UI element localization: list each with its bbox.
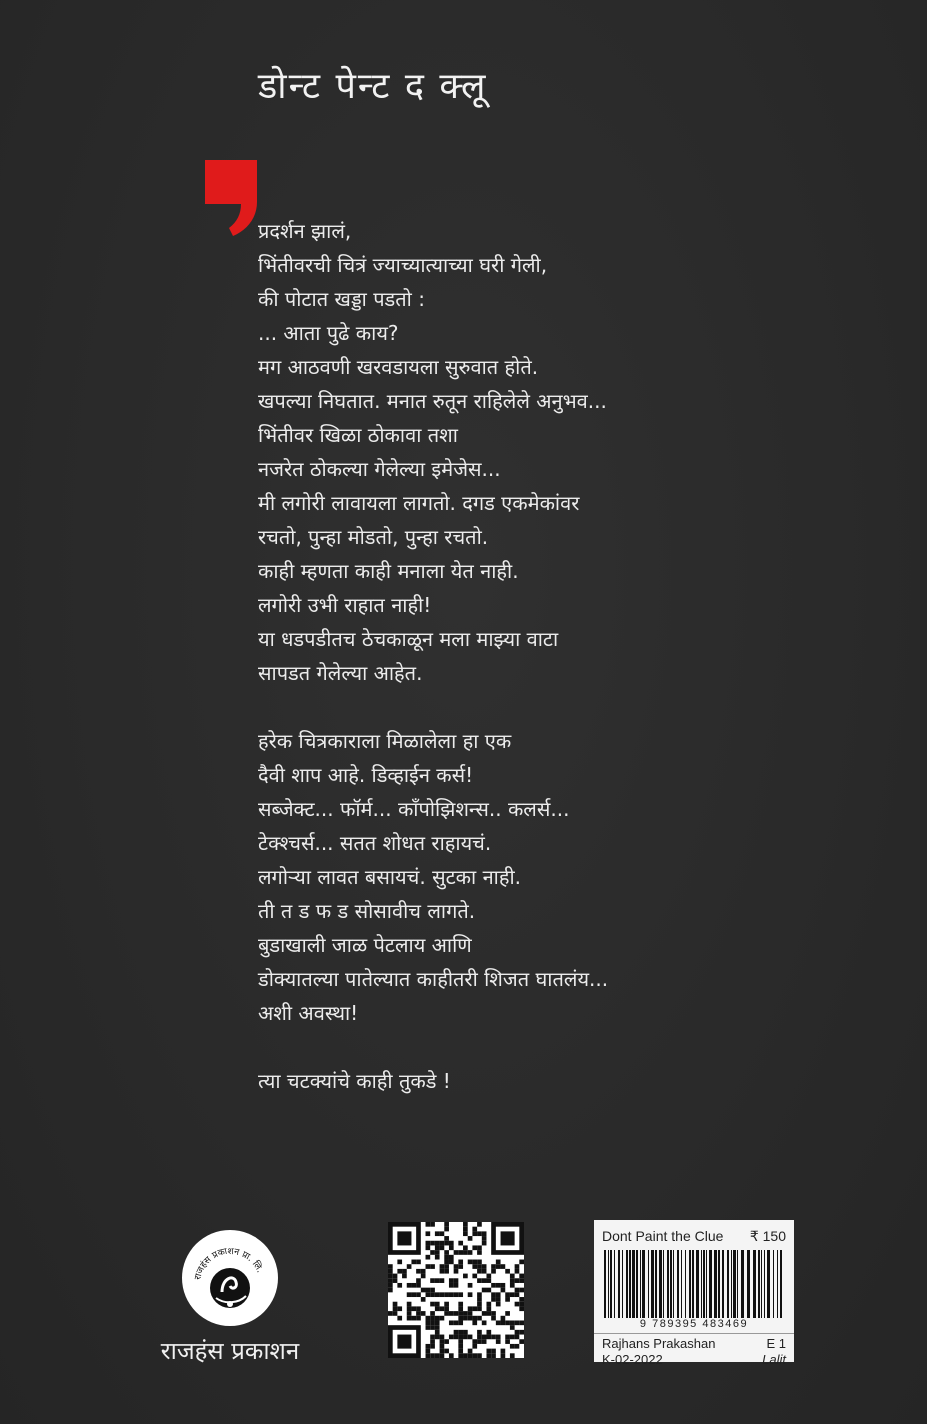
blurb-line: त्या चटक्यांचे काही तुकडे !	[258, 1069, 451, 1093]
label-code: K-02-2022	[602, 1352, 663, 1367]
label-publisher: Rajhans Prakashan	[602, 1336, 716, 1351]
blurb-line: हरेक चित्रकाराला मिळालेला हा एक	[258, 729, 512, 753]
blurb-paragraph	[258, 214, 858, 690]
blurb-line: भिंतीवरची चित्रं ज्याच्यात्याच्या घरी गेली,	[258, 253, 548, 277]
blurb-line: मी लगोरी लावायला लागतो. दगड एकमेकांवर	[258, 491, 580, 515]
barcode	[602, 1250, 786, 1318]
qr-code[interactable]	[388, 1222, 524, 1358]
blurb-line: लगोऱ्या लावत बसायचं. सुटका नाही.	[258, 865, 522, 889]
blurb-line: दैवी शाप आहे. डिव्हाईन कर्स!	[258, 763, 474, 787]
label-price: ₹ 150	[749, 1228, 786, 1244]
publisher-name: राजहंस प्रकाशन	[160, 1337, 300, 1365]
blurb-line: मग आठवणी खरवडायला सुरुवात होते.	[258, 355, 539, 379]
price-label	[594, 1220, 794, 1367]
blurb-line: सापडत गेलेल्या आहेत.	[258, 661, 423, 685]
blurb-line: सब्जेक्ट... फॉर्म... कॉंपोझिशन्स.. कलर्स...	[258, 797, 570, 821]
blurb-line: नजरेत ठोकल्या गेलेल्या इमेजेस...	[258, 457, 501, 481]
label-category: Lalit	[762, 1352, 786, 1367]
label-divider	[594, 1333, 794, 1334]
label-title-row	[602, 1228, 786, 1245]
blurb-paragraph	[258, 1064, 858, 1098]
blurb-line: रचतो, पुन्हा मोडतो, पुन्हा रचतो.	[258, 525, 489, 549]
blurb-line: डोक्यातल्या पातेल्यात काहीतरी शिजत घातलंय...	[258, 967, 609, 991]
blurb-line: या धडपडीतच ठेचकाळून मला माझ्या वाटा	[258, 627, 559, 651]
blurb-line: की पोटात खड्डा पडतो :	[258, 287, 425, 311]
label-code-row	[602, 1352, 786, 1367]
blurb-line: काही म्हणता काही मनाला येत नाही.	[258, 559, 519, 583]
label-book-title: Dont Paint the Clue	[602, 1228, 724, 1244]
book-title: डोन्ट पेन्ट द क्लू	[258, 66, 488, 107]
isbn-number: 9 789395 483469	[639, 1318, 749, 1330]
blurb-line: लगोरी उभी राहात नाही!	[258, 593, 432, 617]
blurb-line: अशी अवस्था!	[258, 1001, 359, 1025]
blurb-paragraph	[258, 724, 858, 1030]
quote-mark-icon	[203, 158, 259, 236]
label-publisher-row	[602, 1336, 786, 1351]
blurb-line: खपल्या निघतात. मनात रुतून राहिलेले अनुभव...	[258, 389, 607, 413]
blurb-line: ... आता पुढे काय?	[258, 321, 399, 345]
label-edition: E 1	[766, 1336, 786, 1351]
blurb-line: बुडाखाली जाळ पेटलाय आणि	[258, 933, 472, 957]
publisher-logo-text: राजहंस प्रकाशन प्रा. लि.	[193, 1246, 265, 1281]
blurb-line: ती त ड फ ड सोसावीच लागते.	[258, 899, 476, 923]
blurb-line: प्रदर्शन झालं,	[258, 219, 352, 243]
swan-logo-icon	[180, 1228, 280, 1328]
blurb-line: टेक्श्चर्स... सतत शोधत राहायचं.	[258, 831, 492, 855]
publisher-block	[130, 1228, 330, 1368]
blurb-line: भिंतीवर खिळा ठोकावा तशा	[258, 423, 458, 447]
blurb-text	[258, 214, 858, 1098]
